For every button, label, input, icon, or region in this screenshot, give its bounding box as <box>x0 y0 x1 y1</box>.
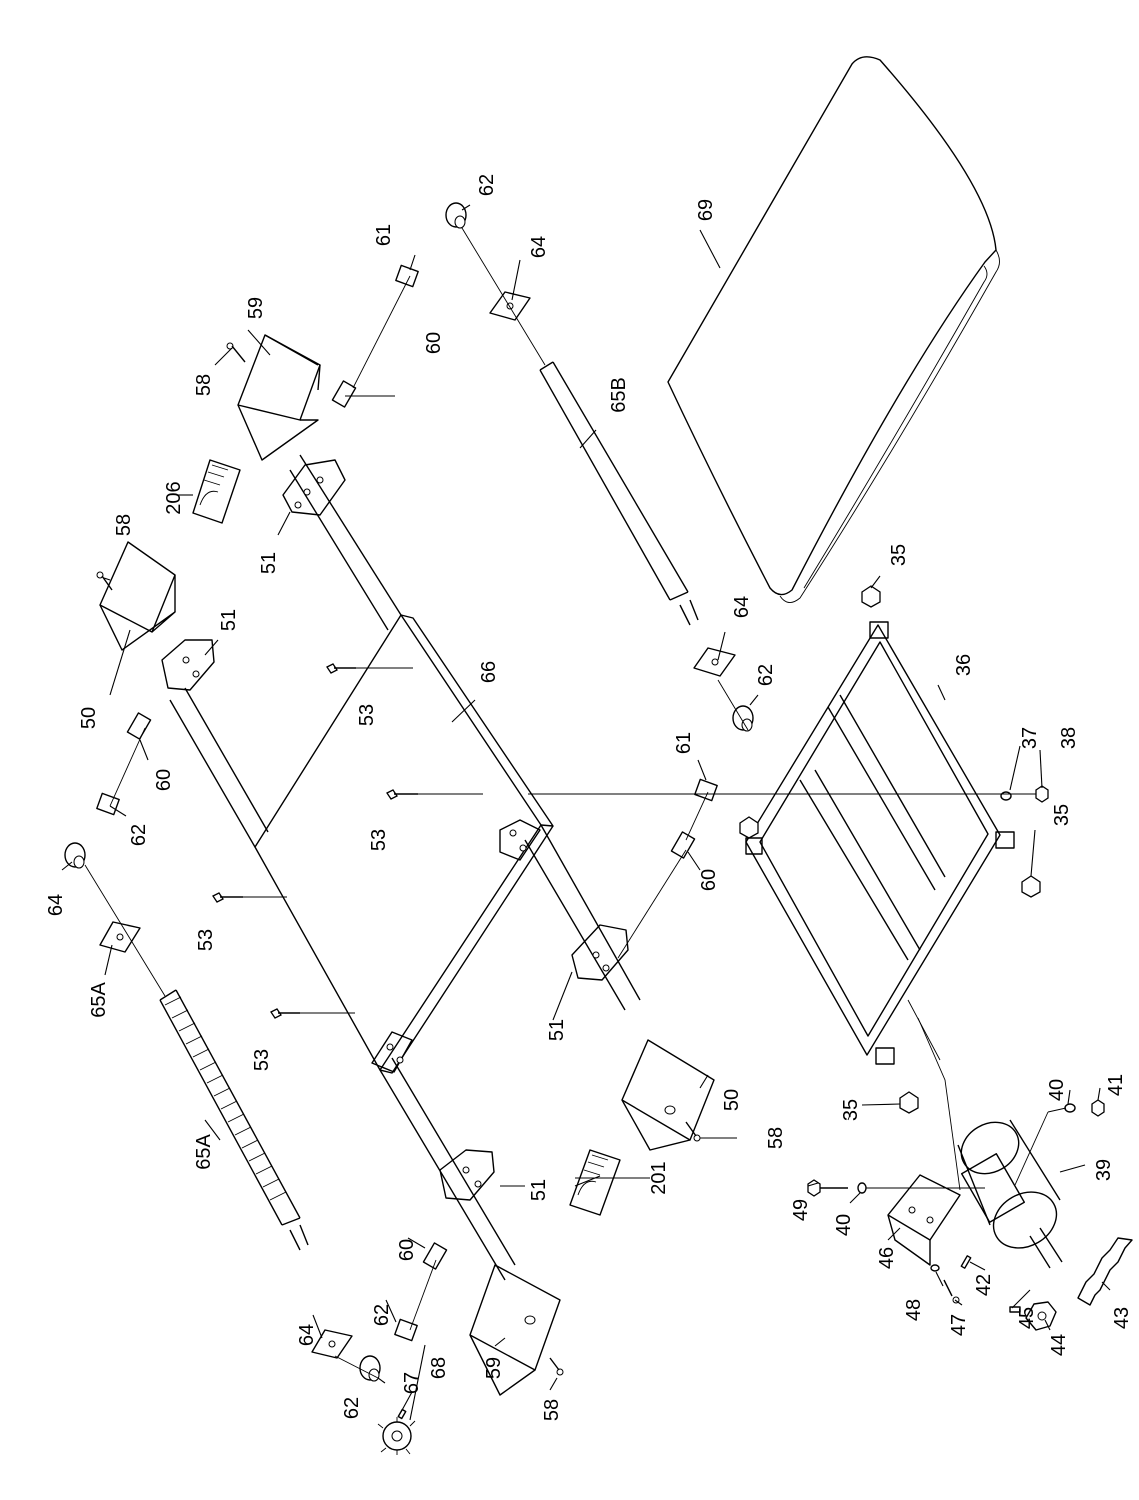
callout-65a: 65A <box>193 1134 215 1170</box>
drive-sprocket <box>378 1410 415 1455</box>
side-rail-left <box>170 688 515 1280</box>
deck-board <box>255 615 553 1073</box>
belt <box>668 57 1000 603</box>
callout-61: 61 <box>673 731 695 755</box>
callout-62: 64 <box>45 893 67 917</box>
end-cap-50-right <box>622 1040 714 1150</box>
callout-61: 62 <box>371 1303 393 1327</box>
callout-51: 51 <box>528 1178 550 1202</box>
warning-label-201 <box>570 1150 620 1215</box>
leveling-feet <box>740 586 1040 1113</box>
callout-58: 58 <box>193 373 215 397</box>
callout-59: 59 <box>483 1356 505 1380</box>
motor-hardware <box>808 1100 1132 1330</box>
end-cap-50-left <box>100 542 175 650</box>
callout-69: 69 <box>695 198 717 222</box>
motor-frame <box>746 622 1014 1064</box>
callout-62: 62 <box>755 663 777 687</box>
callout-64: 64 <box>731 595 753 619</box>
callout-53: 53 <box>368 828 390 852</box>
callout-50: 50 <box>78 706 100 730</box>
nut-38 <box>1036 786 1048 802</box>
callout-36: 36 <box>953 653 975 677</box>
callout-51: 51 <box>546 1018 568 1042</box>
deck-screws <box>213 664 483 1018</box>
callout-206: 206 <box>163 481 185 515</box>
callout-58: 58 <box>113 513 135 537</box>
callout-38: 38 <box>1058 726 1080 750</box>
callout-49: 49 <box>790 1198 812 1222</box>
callout-53: 53 <box>356 703 378 727</box>
callout-40: 40 <box>833 1213 855 1237</box>
callout-53: 53 <box>195 928 217 952</box>
callout-60: 60 <box>396 1238 418 1262</box>
callout-42: 42 <box>973 1273 995 1297</box>
callout-45: 45 <box>1016 1306 1038 1330</box>
callout-61: 62 <box>128 823 150 847</box>
side-rail-right <box>290 455 640 1010</box>
callout-35: 35 <box>840 1098 862 1122</box>
callout-51: 51 <box>258 551 280 575</box>
motor-mount <box>888 1175 960 1265</box>
adjust-nuts <box>97 265 717 1340</box>
callout-62: 62 <box>476 173 498 197</box>
callout-46: 46 <box>876 1246 898 1270</box>
callout-35: 35 <box>1051 803 1073 827</box>
rear-roller <box>462 228 698 625</box>
callout-48: 48 <box>903 1298 925 1322</box>
callout-64: 64 <box>528 235 550 259</box>
callout-67: 67 <box>401 1371 423 1395</box>
flat-plates <box>100 292 735 1358</box>
callout-44: 44 <box>1048 1333 1070 1357</box>
callout-64: 64 <box>296 1323 318 1347</box>
callout-53: 53 <box>251 1048 273 1072</box>
callout-39: 39 <box>1093 1158 1115 1182</box>
callout-58: 58 <box>541 1398 563 1422</box>
callout-60: 60 <box>423 331 445 355</box>
callout-64: 65A <box>88 982 110 1018</box>
callout-65b: 65B <box>608 377 630 413</box>
callout-labels <box>45 174 1133 1421</box>
end-cap-59-top <box>238 335 320 460</box>
callout-62: 62 <box>341 1396 363 1420</box>
callout-50: 50 <box>721 1088 743 1112</box>
callout-68: 68 <box>428 1356 450 1380</box>
callout-66: 66 <box>478 660 500 684</box>
washer-37 <box>1001 792 1011 800</box>
leader-lines <box>62 205 1110 1420</box>
callout-59: 59 <box>245 296 267 320</box>
roller-brackets <box>162 460 628 1200</box>
warning-label-206 <box>193 460 240 523</box>
callout-51: 51 <box>218 608 240 632</box>
callout-60: 60 <box>698 868 720 892</box>
callout-61: 61 <box>373 223 395 247</box>
deck-rail-brackets <box>372 820 540 1072</box>
drive-motor <box>952 1112 1067 1268</box>
callout-58: 58 <box>765 1126 787 1150</box>
callout-43: 43 <box>1111 1306 1133 1330</box>
callout-37: 37 <box>1019 726 1041 750</box>
cap-screws <box>97 343 700 1375</box>
callout-201: 201 <box>648 1161 670 1195</box>
callout-47: 47 <box>948 1313 970 1337</box>
callout-41: 41 <box>1105 1073 1127 1097</box>
callout-40: 40 <box>1046 1078 1068 1102</box>
callout-35: 35 <box>888 543 910 567</box>
callout-60: 60 <box>153 768 175 792</box>
